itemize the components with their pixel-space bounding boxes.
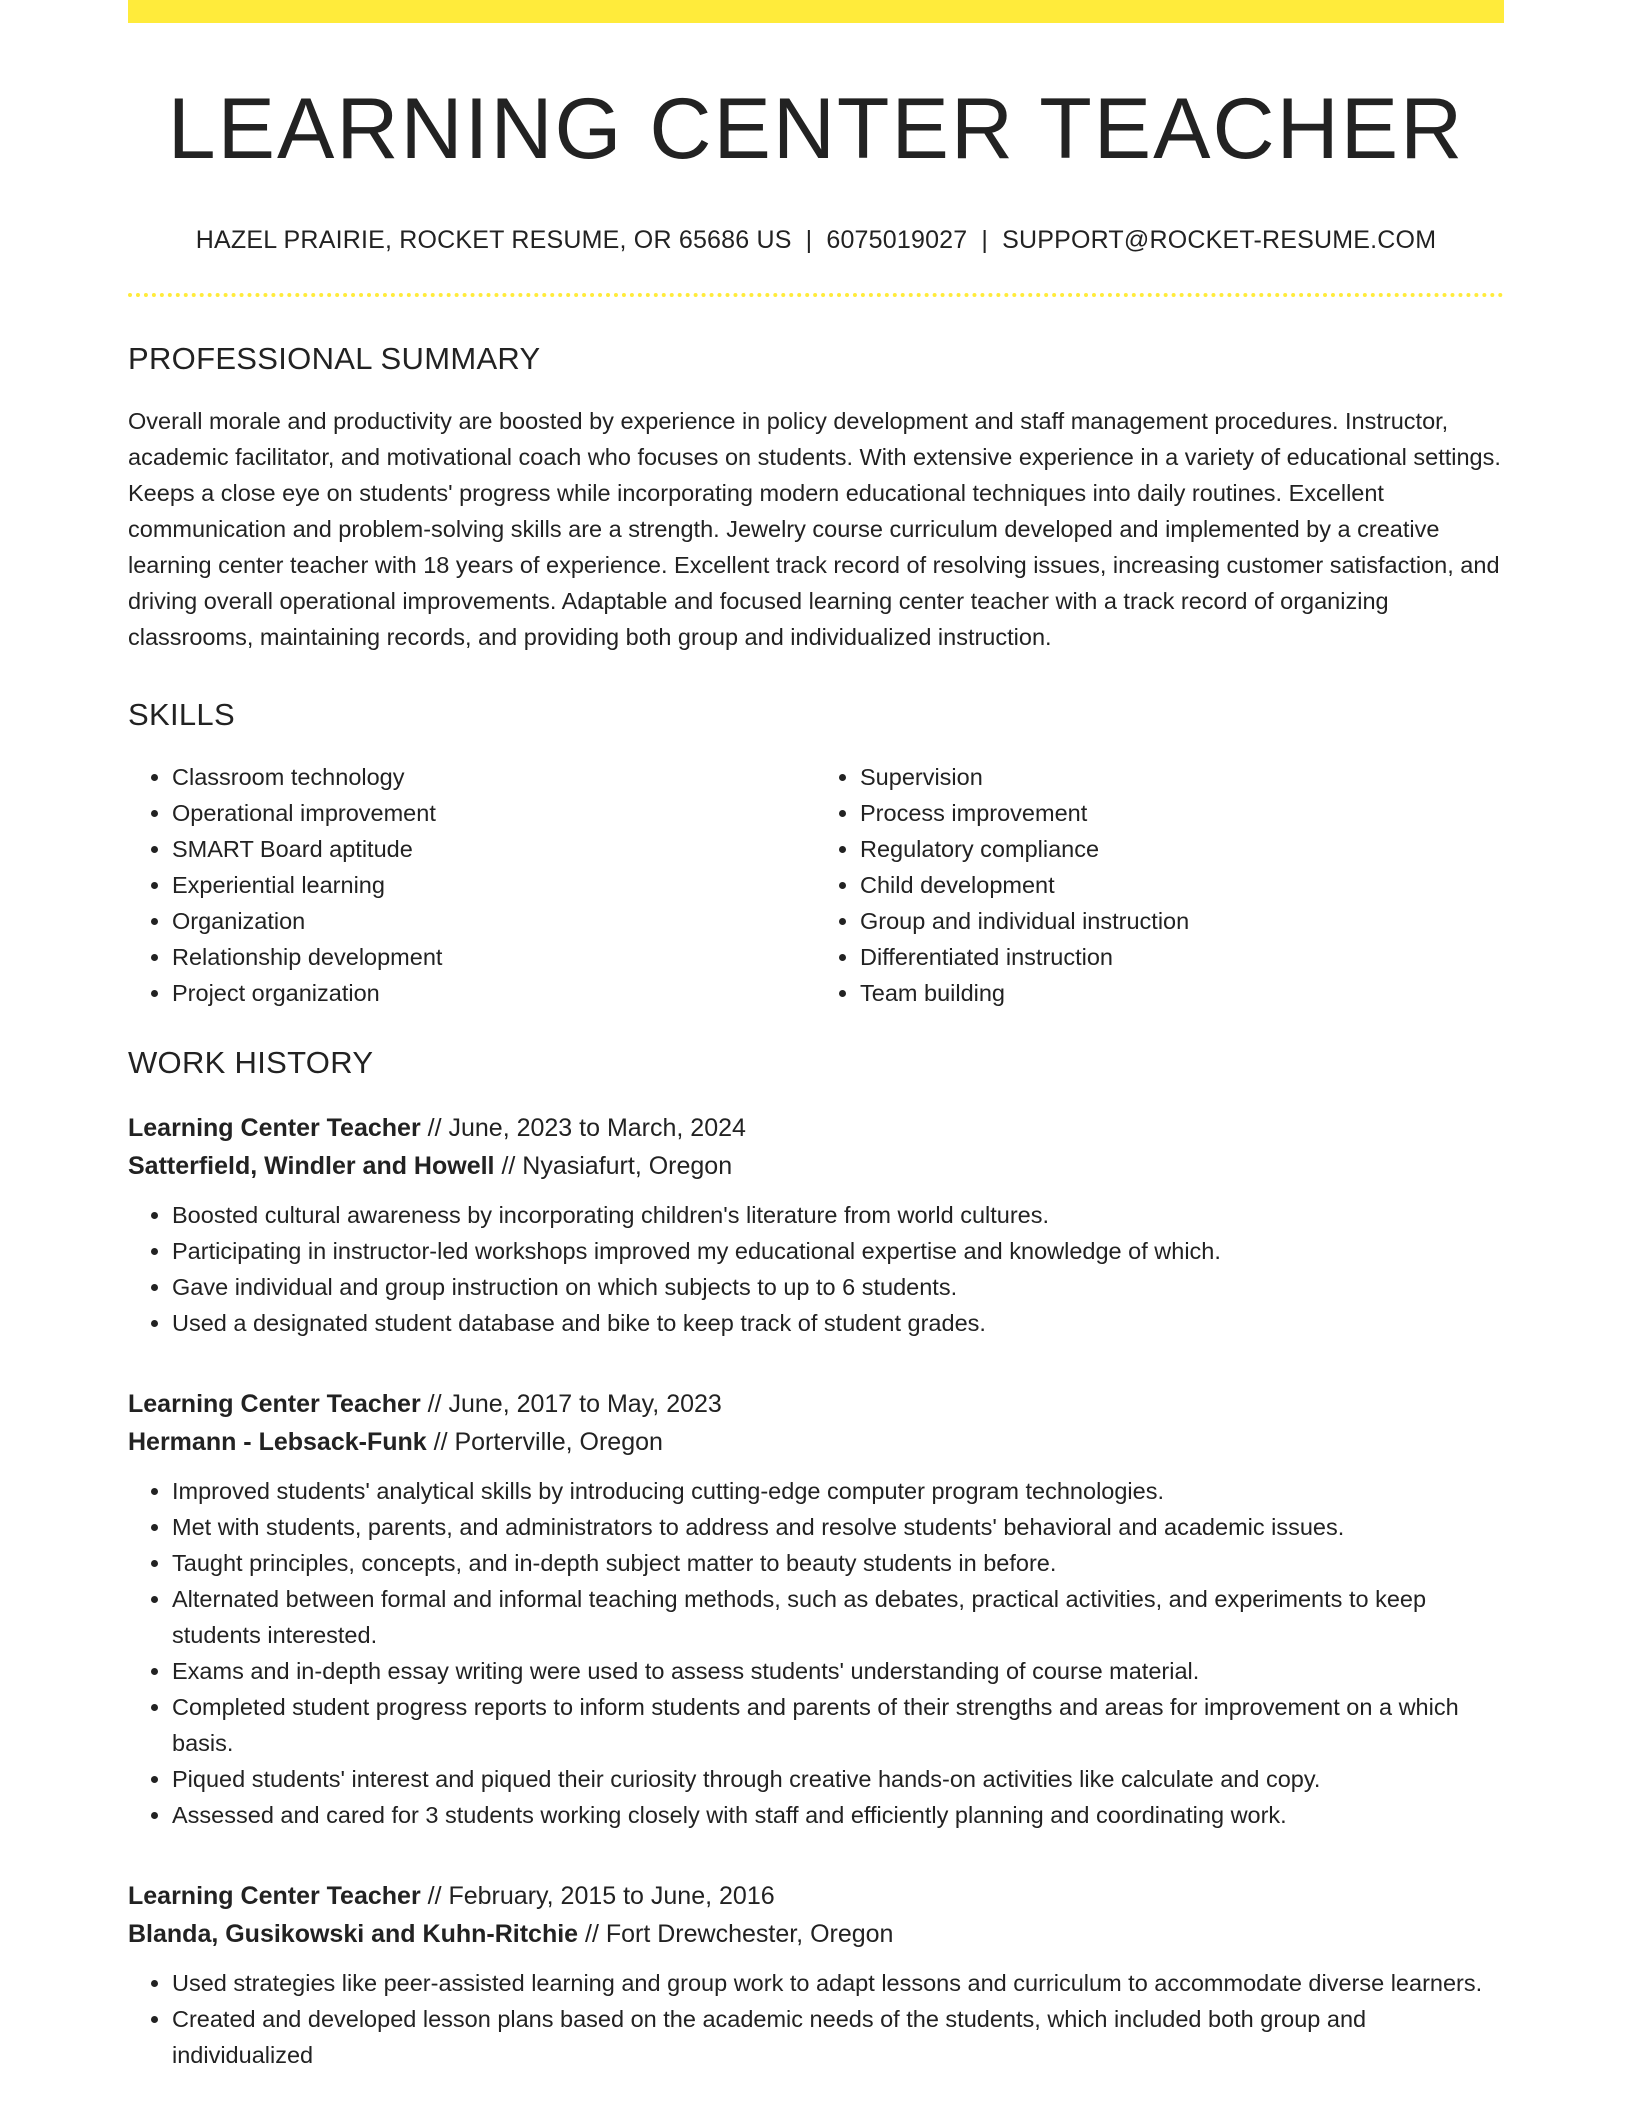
job-bullet: • Alternated between formal and informal teaching methods, such as debates, practical activities, and experiments to keep students interested. <box>172 1581 1504 1653</box>
skills-columns <box>128 759 1504 1011</box>
job-bullets <box>128 1965 1504 2073</box>
skill-item: • Child development <box>860 867 1504 903</box>
summary-heading: PROFESSIONAL SUMMARY <box>128 341 541 376</box>
skill-item: • Process improvement <box>860 795 1504 831</box>
job-company: Hermann - Lebsack-Funk <box>128 1428 427 1456</box>
skill-item: • Classroom technology <box>172 759 816 795</box>
skill-item: • Regulatory compliance <box>860 831 1504 867</box>
job-bullet: • Used strategies like peer-assisted learning and group work to adapt lessons and curriculum to accommodate diverse learners. <box>172 1965 1504 2001</box>
job-company-line <box>128 1147 1504 1185</box>
job-company: Satterfield, Windler and Howell <box>128 1152 495 1180</box>
contact-separator: | <box>981 226 989 254</box>
job-entry <box>128 1877 1504 2073</box>
job-bullets <box>128 1473 1504 1833</box>
job-bullet: • Piqued students' interest and piqued their curiosity through creative hands-on activities like calculate and copy. <box>172 1761 1504 1797</box>
contact-separator: | <box>805 226 813 254</box>
contact-line <box>128 226 1504 255</box>
skill-item: • Team building <box>860 975 1504 1011</box>
job-bullet: • Met with students, parents, and administrators to address and resolve students' behavioral and academic issues. <box>172 1509 1504 1545</box>
job-bullet: • Created and developed lesson plans based on the academic needs of the students, which included both group and individualized <box>172 2001 1504 2073</box>
skill-item: • Differentiated instruction <box>860 939 1504 975</box>
skill-item: • Supervision <box>860 759 1504 795</box>
skill-item: • Experiential learning <box>172 867 816 903</box>
job-title: Learning Center Teacher <box>128 1882 421 1910</box>
resume-page <box>128 0 1504 2073</box>
skills-left-list <box>128 759 816 1011</box>
job-dates: // June, 2017 to May, 2023 <box>427 1390 722 1418</box>
job-title: Learning Center Teacher <box>128 1114 421 1142</box>
job-location: // Nyasiafurt, Oregon <box>501 1152 733 1180</box>
work-history-heading: WORK HISTORY <box>128 1045 374 1080</box>
job-bullet: • Completed student progress reports to inform students and parents of their strengths and areas for improvement on a which basis. <box>172 1689 1504 1761</box>
job-company-line <box>128 1423 1504 1461</box>
skill-item: • Project organization <box>172 975 816 1011</box>
job-bullet: • Participating in instructor-led workshops improved my educational expertise and knowledge of which. <box>172 1233 1504 1269</box>
job-location: // Fort Drewchester, Oregon <box>585 1920 894 1948</box>
job-entry <box>128 1109 1504 1341</box>
job-entry <box>128 1385 1504 1833</box>
dotted-divider <box>128 293 1504 297</box>
skill-item: • Group and individual instruction <box>860 903 1504 939</box>
job-title-line <box>128 1877 1504 1915</box>
contact-phone: 6075019027 <box>826 226 968 254</box>
skill-item: • Relationship development <box>172 939 816 975</box>
skills-heading: SKILLS <box>128 697 235 732</box>
job-bullet: • Exams and in-depth essay writing were used to assess students' understanding of course material. <box>172 1653 1504 1689</box>
skill-item: • SMART Board aptitude <box>172 831 816 867</box>
job-location: // Porterville, Oregon <box>433 1428 663 1456</box>
job-company: Blanda, Gusikowski and Kuhn-Ritchie <box>128 1920 579 1948</box>
job-bullet: • Used a designated student database and bike to keep track of student grades. <box>172 1305 1504 1341</box>
job-company-line <box>128 1915 1504 1953</box>
summary-text: Overall morale and productivity are boosted by experience in policy development and staff management procedures. Instructor, academic facilitator, and motivational coach who focuses on students. With extensive experience in a variety of educational settings. Keeps a close eye on students' progress while incorporating modern educational techniques into daily routines. Excellent communication and problem-solving skills are a strength. Jewelry course curriculum developed and implemented by a creative learning center teacher with 18 years of experience. Excellent track record of resolving issues, increasing customer satisfaction, and driving overall operational improvements. Adaptable and focused learning center teacher with a track record of organizing classrooms, maintaining records, and providing both group and individualized instruction. <box>128 408 1501 650</box>
job-dates: // February, 2015 to June, 2016 <box>427 1882 775 1910</box>
job-bullet: • Taught principles, concepts, and in-depth subject matter to beauty students in before. <box>172 1545 1504 1581</box>
job-title-line <box>128 1385 1504 1423</box>
job-bullet: • Improved students' analytical skills by introducing cutting-edge computer program technologies. <box>172 1473 1504 1509</box>
job-title-line <box>128 1109 1504 1147</box>
resume-name: LEARNING CENTER TEACHER <box>167 81 1465 177</box>
job-bullets <box>128 1197 1504 1341</box>
job-bullet: • Assessed and cared for 3 students working closely with staff and efficiently planning and coordinating work. <box>172 1797 1504 1833</box>
top-accent-bar <box>128 0 1504 23</box>
job-bullet: • Gave individual and group instruction on which subjects to up to 6 students. <box>172 1269 1504 1305</box>
skill-item: • Operational improvement <box>172 795 816 831</box>
skills-right-list <box>816 759 1504 1011</box>
contact-email: SUPPORT@ROCKET-RESUME.COM <box>1002 226 1437 254</box>
skill-item: • Organization <box>172 903 816 939</box>
job-bullet: • Boosted cultural awareness by incorporating children's literature from world cultures. <box>172 1197 1504 1233</box>
job-title: Learning Center Teacher <box>128 1390 421 1418</box>
contact-address: HAZEL PRAIRIE, ROCKET RESUME, OR 65686 US <box>195 226 792 254</box>
job-dates: // June, 2023 to March, 2024 <box>427 1114 746 1142</box>
